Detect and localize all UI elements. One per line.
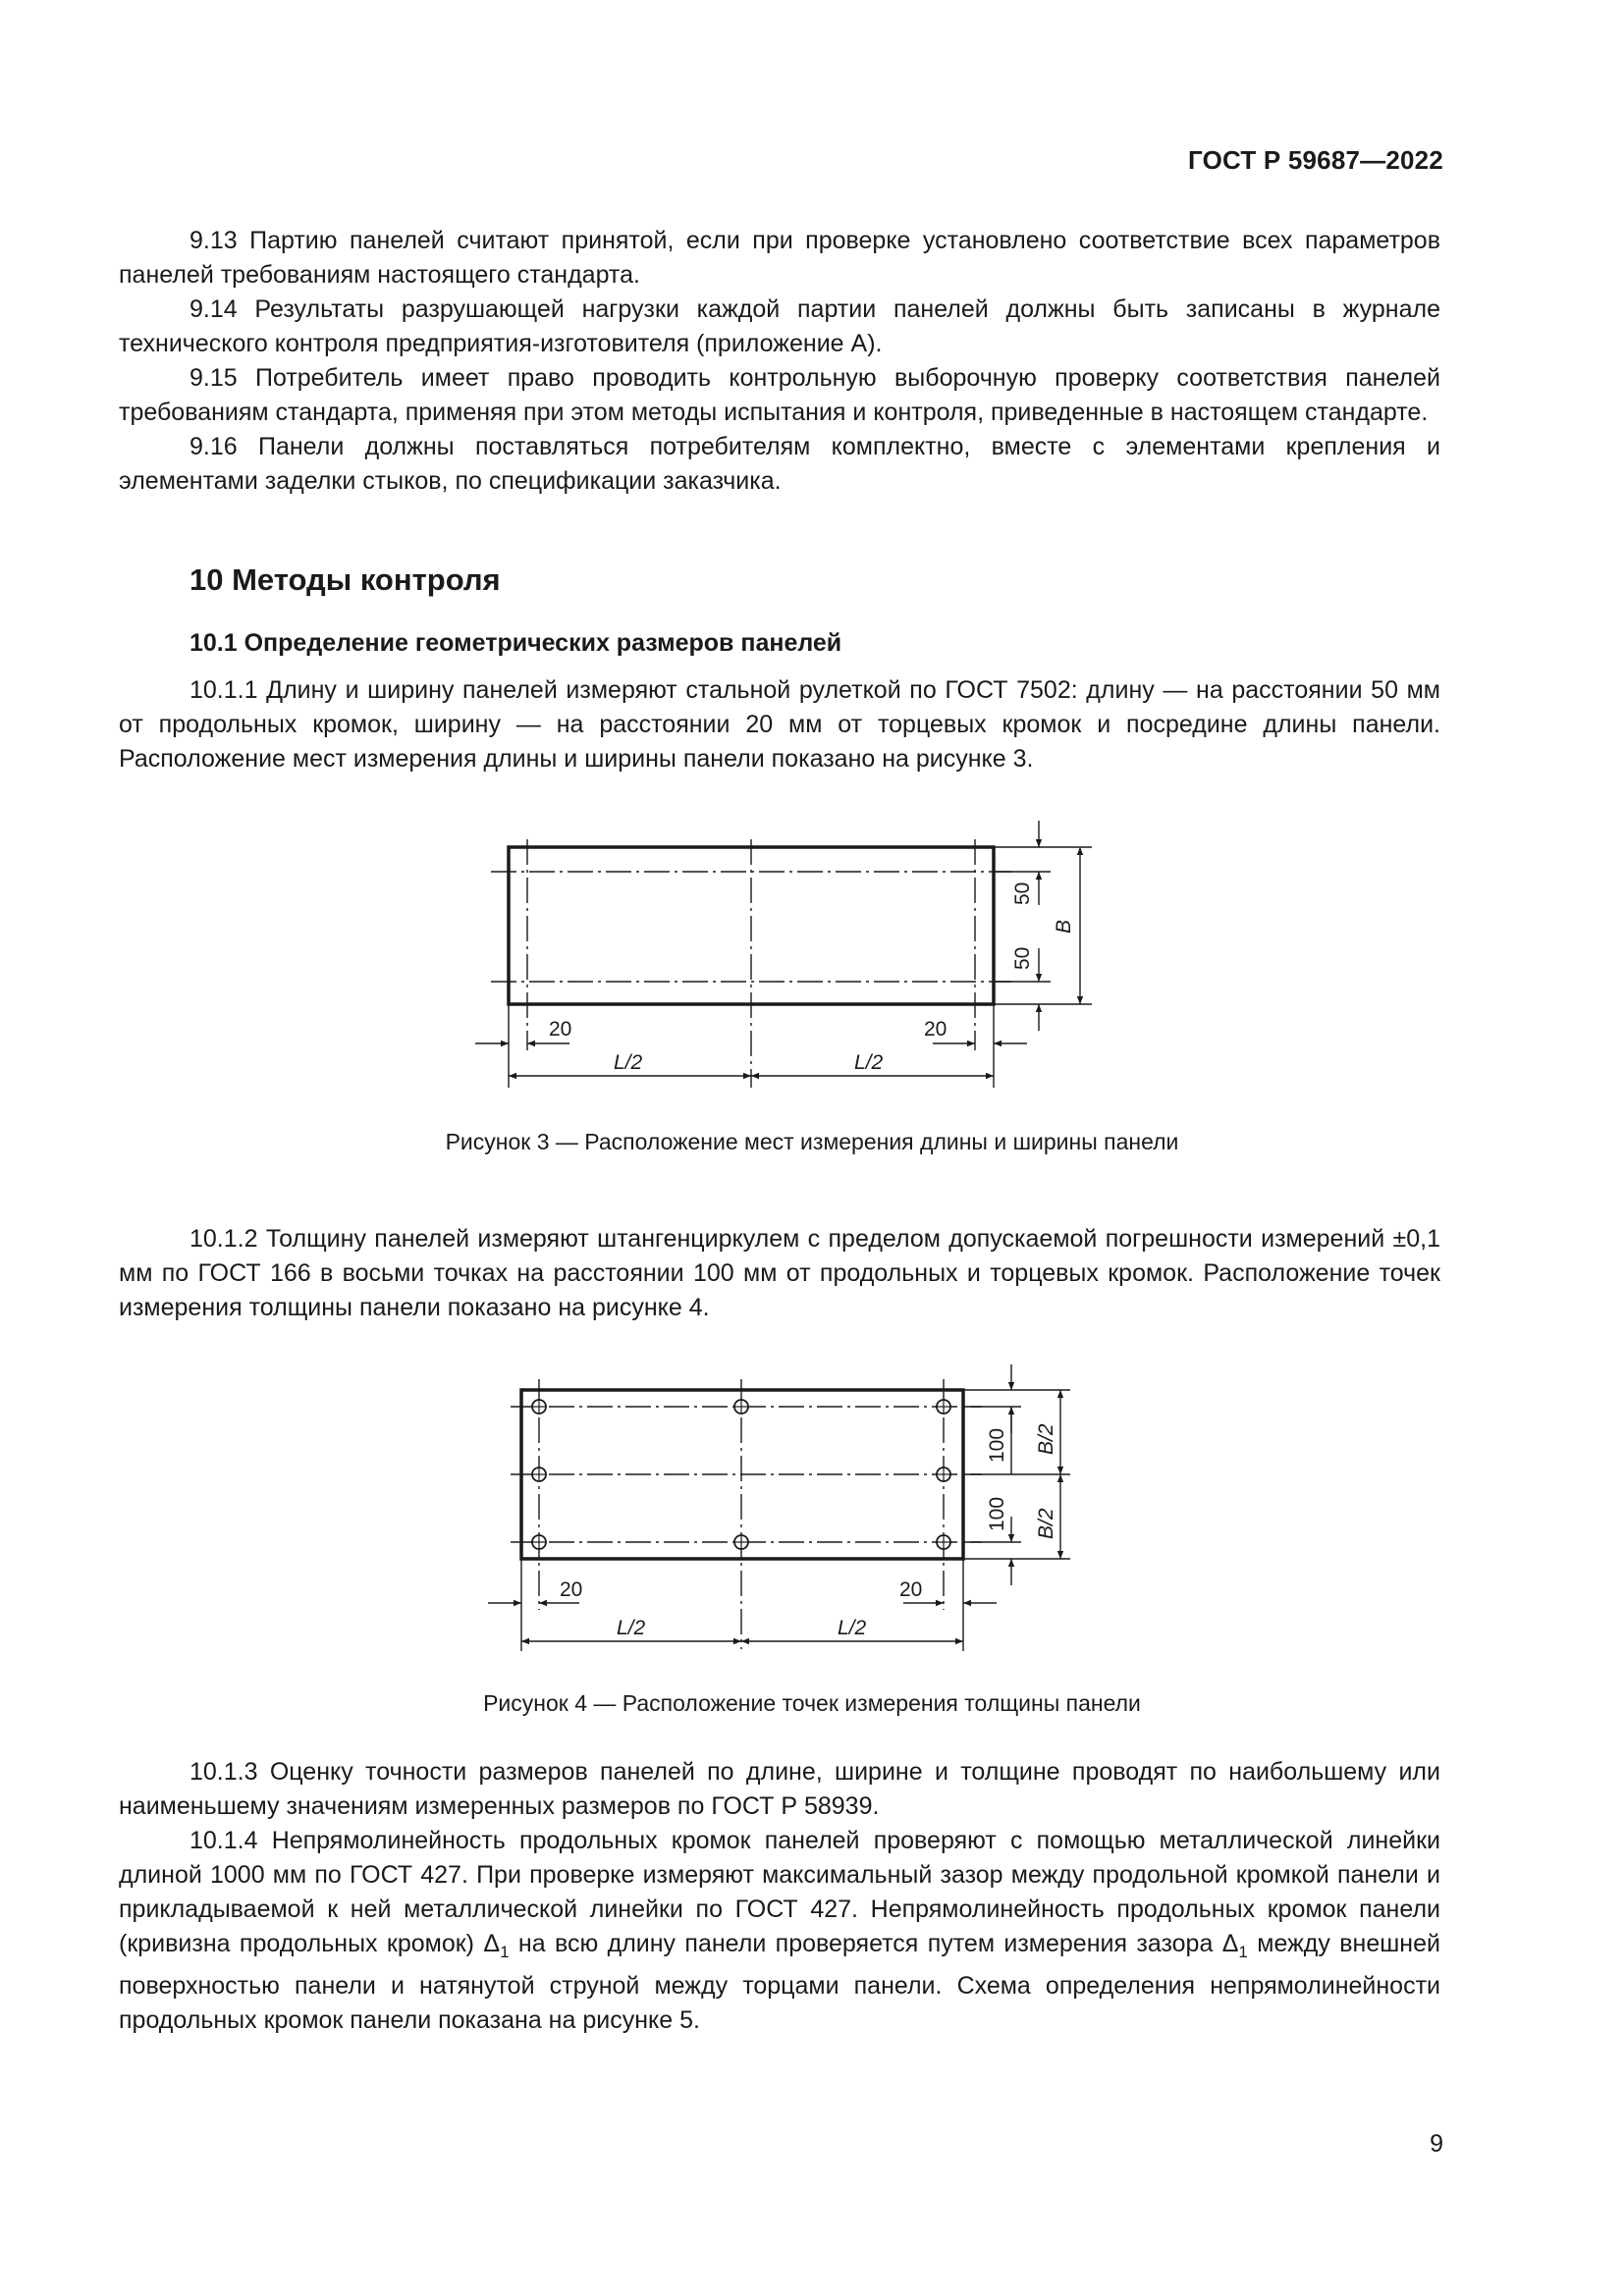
fig4-dim-half-length-right: L/2 [838,1617,867,1639]
fig4-dim-half-length-left: L/2 [617,1617,646,1639]
paragraph-9-13: 9.13 Партию панелей считают принятой, если при проверке установлено соответствие всех параметров панелей требованиям настоящего стандарта. [119,227,1440,289]
fig4-dim-100-bottom: 100 [986,1496,1008,1531]
fig4-dim-20-right: 20 [899,1578,923,1601]
fig3-dim-20-left: 20 [549,1018,572,1041]
paragraph-10-1-2: 10.1.2 Толщину панелей измеряют штангенциркулем с пределом допускаемой погрешности измерений ±0,1 мм по ГОСТ 166 в восьми точках на расстоянии 100 мм от продольных и торцевых кромок. Расположение точек измерения толщины панели показано на рисунке 4. [119,1225,1440,1321]
fig4-dim-20-left: 20 [560,1578,583,1601]
paragraph-10-1-3: 10.1.3 Оценку точности размеров панелей по длине, ширине и толщине проводят по наибольшему или наименьшему значениям измеренных размеров по ГОСТ Р 58939. [119,1758,1440,1820]
p4-text-2: на всю длину панели проверяется путем измерения зазора [509,1930,1222,1957]
figure-3-caption: Рисунок 3 — Расположение мест измерения длины и ширины панели [445,1129,1179,1154]
fig3-dim-50-bottom: 50 [1011,946,1034,970]
paragraph-9-14: 9.14 Результаты разрушающей нагрузки каждой партии панелей должны быть записаны в журнале технического контроля предприятия-изготовителя (приложение А). [119,295,1440,357]
p4-text-3: между внешней поверхностью панели и натянутой струной между торцами панели. Схема определения непрямолинейности продольных кромок панели показана на рисунке 5. [119,1930,1440,2034]
p4-text-1: 10.1.4 Непрямолинейность продольных кромок панелей проверяют с помощью металлической линейки длиной 1000 мм по ГОСТ 427. При проверке измеряют максимальный зазор между продольной кромкой панели и прикладываемой к ней металлической линейки по ГОСТ 427. Непрямолинейность продольных кромок панели (кривизна продольных кромок) [119,1827,1440,1957]
paragraph-10-1-1: 10.1.1 Длину и ширину панелей измеряют стальной рулеткой по ГОСТ 7502: длину — на расстоянии 50 мм от продольных кромок, ширину — на расстоянии 20 мм от торцевых кромок и посредине длины панели. Расположение мест измерения длины и ширины панели показано на рисунке 3. [119,676,1440,773]
figure-4-caption: Рисунок 4 — Расположение точек измерения толщины панели [483,1690,1141,1716]
delta-symbol: Δ [483,1930,501,1957]
delta-index: 1 [500,1943,510,1961]
clauses-9 [119,224,1440,499]
fig3-dim-20-right: 20 [924,1018,947,1041]
figure-3-diagram [461,815,1110,1109]
clauses-10-1-3-4 [119,1755,1440,2038]
fig3-dim-half-length-left: L/2 [614,1051,643,1074]
page-number: 9 [1430,2130,1443,2158]
paragraph-9-16: 9.16 Панели должны поставляться потребителям комплектно, вместе с элементами крепления и элементами заделки стыков, по спецификации заказчика. [119,433,1440,495]
paragraph-9-15: 9.15 Потребитель имеет право проводить контрольную выборочную проверку соответствия панелей требованиям стандарта, применяя при этом методы испытания и контроля, приведенные в настоящем стандарте. [119,364,1440,426]
delta-index: 1 [1238,1943,1248,1961]
section-title: 10 Методы контроля [189,562,501,597]
fig4-dim-half-width-bottom: B/2 [1035,1508,1057,1539]
fig4-dim-100-top: 100 [986,1427,1008,1463]
paragraph-10-1-4 [119,1824,1440,2038]
subsection-title: 10.1 Определение геометрических размеров панелей [189,629,842,657]
document-header: ГОСТ Р 59687—2022 [1188,145,1443,175]
fig3-dim-half-length-right: L/2 [854,1051,884,1074]
clause-10-1-2 [119,1222,1440,1325]
fig4-dim-half-width-top: B/2 [1035,1423,1057,1455]
fig3-dim-50-top: 50 [1011,881,1034,905]
clause-10-1-1 [119,673,1440,776]
delta-symbol: Δ [1221,1930,1239,1957]
figure-4-diagram [471,1355,1100,1664]
fig3-dim-width: B [1053,919,1075,934]
